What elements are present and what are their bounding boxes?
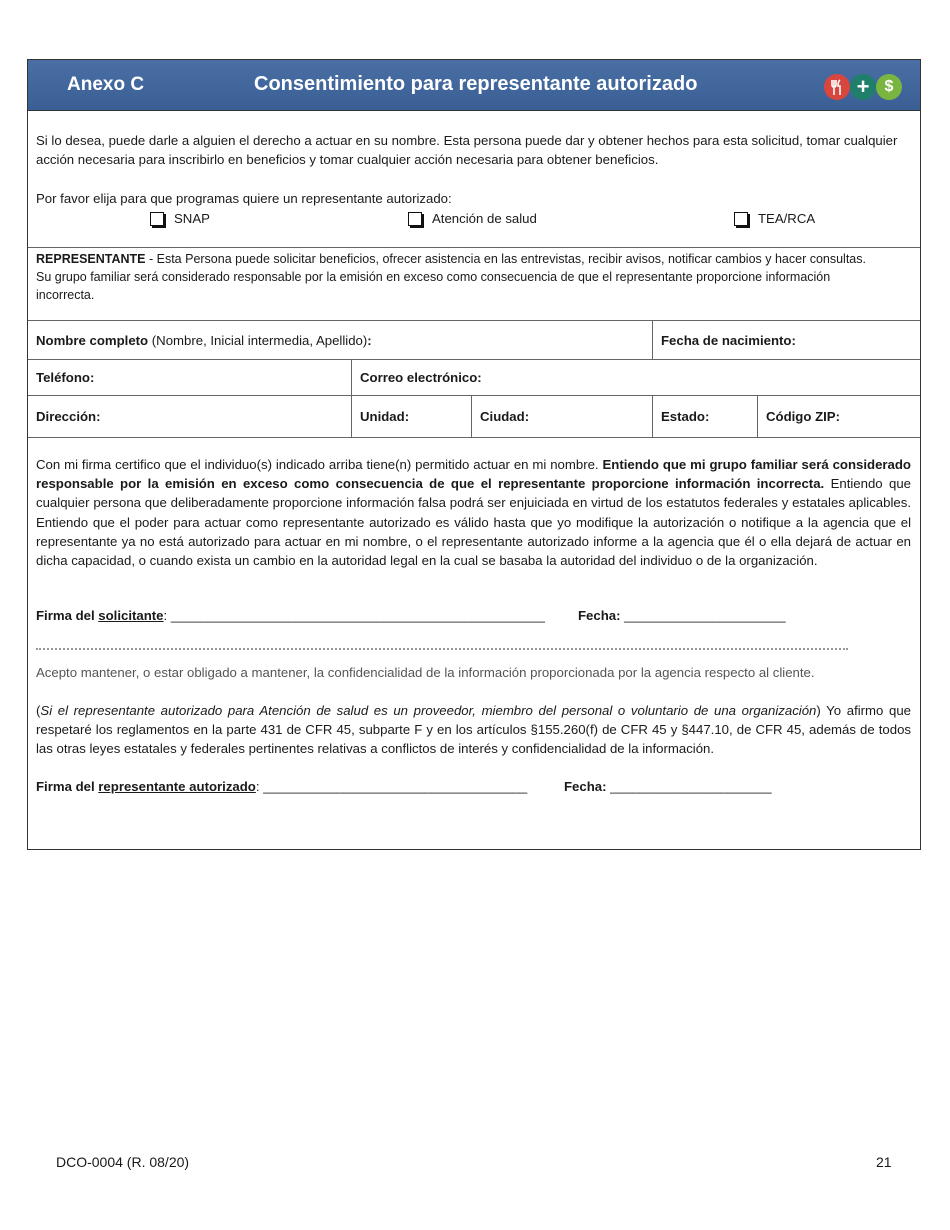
representative-date-blank[interactable]: ______________________ — [610, 779, 772, 794]
zip-label: Código ZIP: — [766, 409, 840, 424]
representative-date-line[interactable] — [564, 779, 772, 794]
full-name-label-wrap — [36, 333, 372, 348]
program-choice-label: Por favor elija para que programas quiere un representante autorizado: — [36, 191, 452, 206]
full-name-colon: : — [367, 333, 372, 348]
confidentiality-text: Acepto mantener, o estar obligado a mantener, la confidencialidad de la información proporcionada por la agencia respecto al cliente. — [36, 665, 815, 680]
checkbox-snap[interactable] — [150, 211, 210, 226]
full-name-hint: (Nombre, Inicial intermedia, Apellido) — [148, 333, 368, 348]
applicant-signature-colon: : — [163, 608, 171, 623]
form-header — [28, 60, 920, 111]
city-field[interactable] — [471, 396, 653, 437]
dob-field[interactable] — [652, 321, 920, 359]
unit-label: Unidad: — [360, 409, 410, 424]
address-label: Dirección: — [36, 409, 101, 424]
full-name-label: Nombre completo — [36, 333, 149, 348]
unit-field[interactable] — [351, 396, 472, 437]
applicant-date-blank[interactable]: ______________________ — [624, 608, 786, 623]
applicant-signature-line[interactable] — [36, 608, 545, 623]
city-label: Ciudad: — [480, 409, 530, 424]
certification-bold: Entiendo que mi grupo familiar será considerado responsable por la emisión en exceso como consecuencia de que el representante proporcione información incorrecta. — [36, 457, 911, 492]
annex-label: Anexo C — [67, 74, 145, 95]
fork-knife-icon — [824, 74, 850, 100]
legal-rest: ) Yo afirmo que respetaré los reglamentos en la parte 431 de CFR 45, subparte F y en los artículos §155.260(f) de CFR 45 y §447.10, de CFR 45, además de todos las otras leyes estatales y federales pertinentes relativas a conflictos de interés y confidencialidad de la información. — [36, 703, 911, 757]
contact-row — [28, 360, 920, 396]
email-label: Correo electrónico: — [360, 370, 482, 385]
legal-open: ( — [36, 703, 41, 718]
checkbox-tea-rca[interactable] — [734, 211, 815, 226]
checkbox-tea-rca-label: TEA/RCA — [758, 211, 816, 226]
certification-part2: Entiendo que cualquier persona que deliberadamente proporcione información falsa podrá ser enjuiciada en virtud de los estatutos federales y estatales aplicables. Entiendo que el poder para actuar como representante autorizado es válido hasta que yo modifique la autorización o notifique a la agencia que el representante ya no está autorizado para actuar en mi nombre, o el representante autorizado informe a la agencia que él o ella dejará de actuar en dicha capacidad, o cuando exista un cambio en la autoridad legal en la cual se basaba la autoridad del individuo o de la organización. — [36, 476, 911, 569]
page-number: 21 — [876, 1154, 892, 1170]
representative-info-grid — [28, 321, 920, 438]
certification-text — [36, 455, 911, 570]
state-label: Estado: — [661, 409, 710, 424]
checkbox-health-care-box[interactable] — [408, 212, 422, 226]
representative-signature-prefix: Firma del — [36, 779, 99, 794]
intro-section — [28, 111, 920, 248]
applicant-signature-blank[interactable]: ___________________________________________________ — [170, 608, 545, 623]
representative-text — [36, 250, 880, 304]
representative-signature-blank[interactable]: ____________________________________ — [263, 779, 528, 794]
checkbox-health-care-label: Atención de salud — [432, 211, 537, 226]
representative-signature-colon: : — [255, 779, 264, 794]
representative-heading: REPRESENTANTE — [36, 252, 146, 266]
legal-italic: Si el representante autorizado para Atención de salud es un proveedor, miembro del personal o voluntario de una organización — [40, 703, 817, 718]
address-field[interactable] — [28, 396, 351, 437]
checkbox-snap-box[interactable] — [150, 212, 164, 226]
certification-section — [28, 438, 920, 852]
zip-field[interactable] — [757, 396, 920, 437]
full-name-field[interactable] — [28, 321, 652, 359]
representative-signature-line[interactable] — [36, 779, 527, 794]
certification-part1: Con mi firma certifico que el individuo(s) indicado arriba tiene(n) permitido actuar en mi nombre. — [36, 457, 603, 472]
checkbox-snap-label: SNAP — [174, 211, 210, 226]
dob-label: Fecha de nacimiento: — [661, 333, 796, 348]
form-title: Consentimiento para representante autorizado — [254, 73, 698, 95]
plus-icon: + — [850, 74, 876, 100]
checkbox-health-care[interactable] — [408, 211, 537, 226]
state-field[interactable] — [652, 396, 758, 437]
email-field[interactable] — [351, 360, 920, 395]
representative-section — [28, 248, 920, 321]
address-row — [28, 396, 920, 438]
intro-text: Si lo desea, puede darle a alguien el derecho a actuar en su nombre. Esta persona puede dar y obtener hechos para esta solicitud, tomar cualquier acción necesaria para inscribirlo en beneficios y tomar cualquier acción necesaria para obtener beneficios. — [36, 133, 898, 167]
checkbox-tea-rca-box[interactable] — [734, 212, 748, 226]
representative-description: - Esta Persona puede solicitar beneficios, ofrecer asistencia en las entrevistas, recibir avisos, notificar cambios y hacer consultas. Su grupo familiar será considerado responsable por la emisión en exceso como consecuencia de que el representante proporcione información incorrecta. — [36, 252, 866, 302]
consent-form — [27, 59, 921, 850]
name-row — [28, 321, 920, 360]
representative-date-label: Fecha: — [564, 779, 611, 794]
dotted-divider — [36, 648, 848, 650]
applicant-signature-prefix: Firma del — [36, 608, 99, 623]
program-logo — [824, 72, 906, 102]
dollar-icon: $ — [876, 74, 902, 100]
applicant-date-label: Fecha: — [578, 608, 625, 623]
applicant-date-line[interactable] — [578, 608, 786, 623]
phone-label: Teléfono: — [36, 370, 95, 385]
representative-signature-underlined: representante autorizado — [98, 779, 256, 794]
phone-field[interactable] — [28, 360, 351, 395]
form-id: DCO-0004 (R. 08/20) — [56, 1154, 190, 1170]
applicant-signature-underlined: solicitante — [98, 608, 164, 623]
legal-text — [36, 701, 911, 759]
